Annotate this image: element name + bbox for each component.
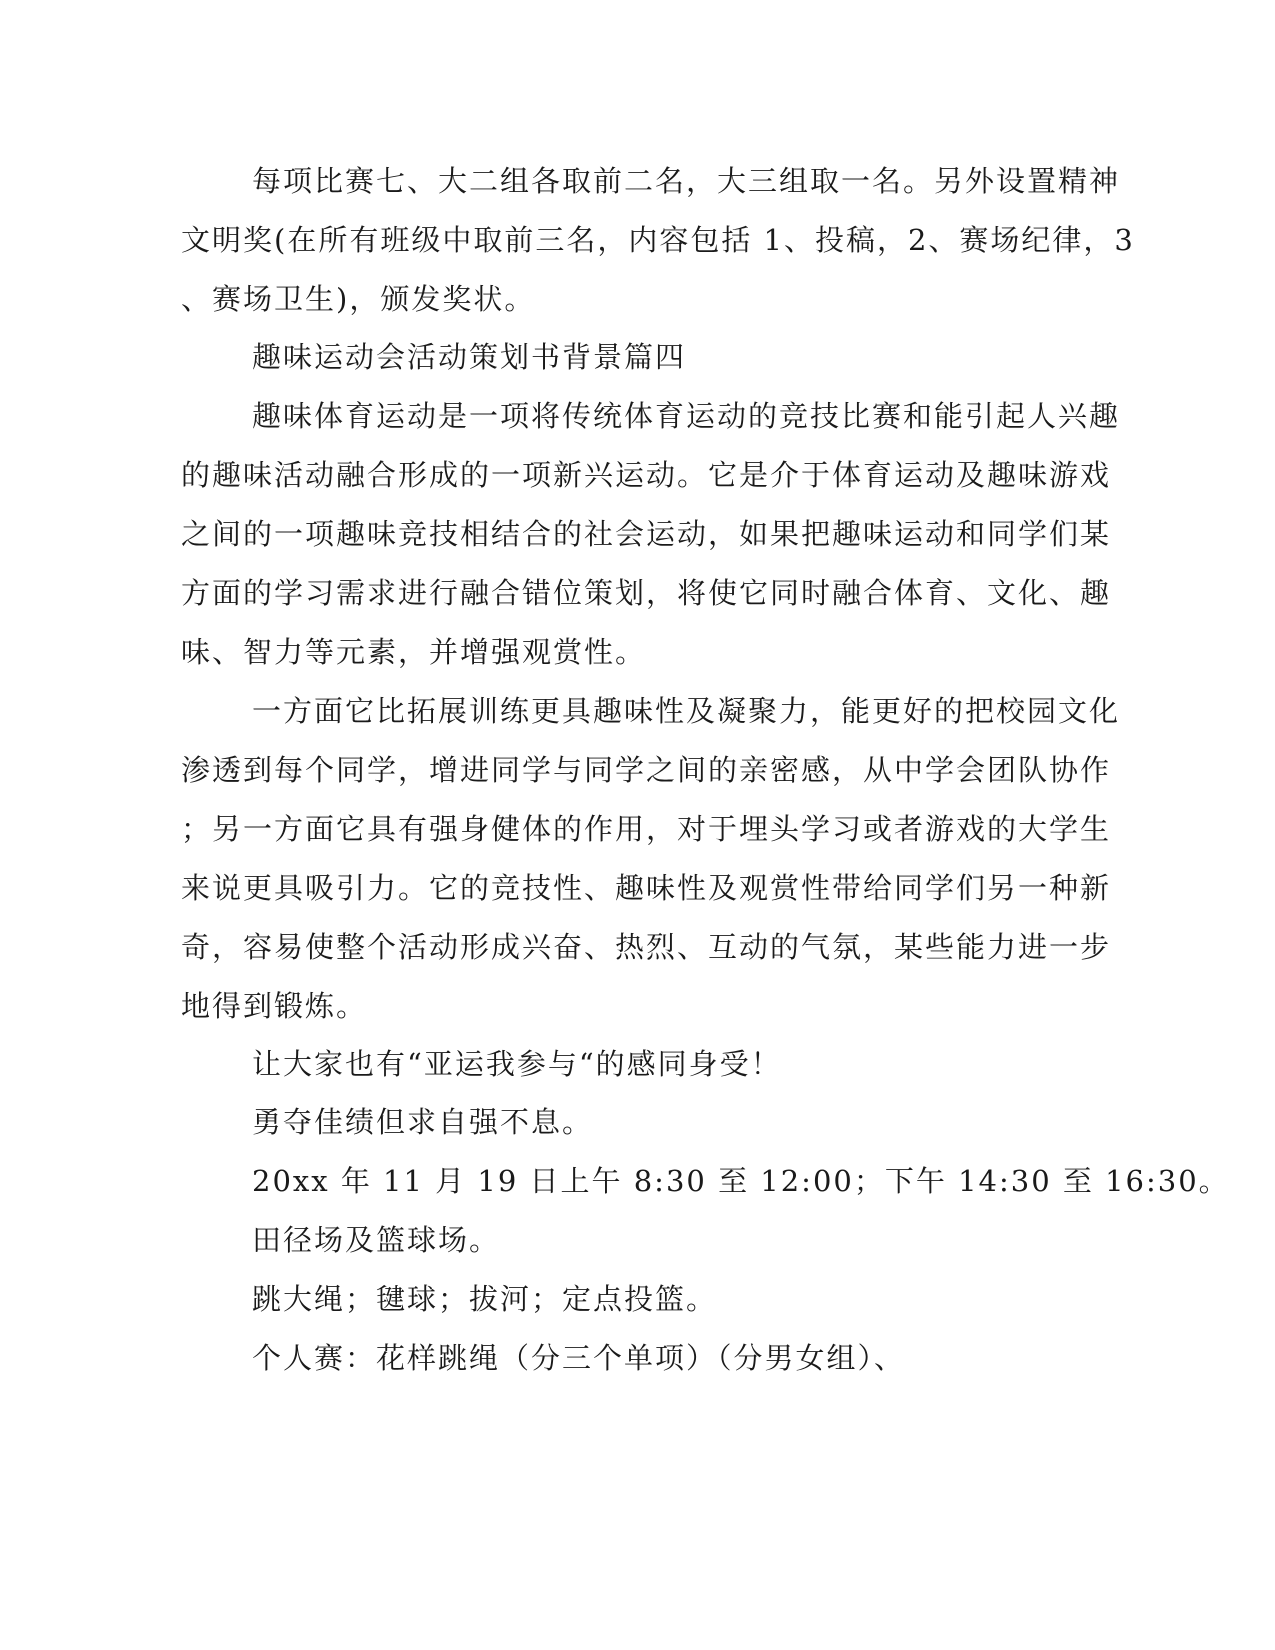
section-heading: 趣味运动会活动策划书背景篇四 (252, 340, 687, 374)
slogan-line: 让大家也有“亚运我参与“的感同身受！ (252, 1047, 782, 1081)
paragraph-intro-line-3: 之间的一项趣味竞技相结合的社会运动，如果把趣味运动和同学们某 (181, 517, 1112, 551)
paragraph-intro-line-2: 的趣味活动融合形成的一项新兴运动。它是介于体育运动及趣味游戏 (181, 458, 1112, 492)
individual-events-line: 个人赛：花样跳绳（分三个单项）（分男女组）、 (252, 1341, 906, 1375)
event-venue-line: 田径场及篮球场。 (252, 1223, 501, 1257)
paragraph-benefits-line-2: 渗透到每个同学，增进同学与同学之间的亲密感，从中学会团队协作 (181, 753, 1112, 787)
paragraph-benefits-line-6: 地得到锻炼。 (181, 989, 368, 1023)
paragraph-intro-line-1: 趣味体育运动是一项将传统体育运动的竞技比赛和能引起人兴趣 (252, 399, 1121, 433)
paragraph-intro-line-5: 味、智力等元素，并增强观赏性。 (181, 635, 647, 669)
team-events-line: 跳大绳；毽球；拔河；定点投篮。 (252, 1282, 718, 1316)
paragraph-intro-line-4: 方面的学习需求进行融合错位策划，将使它同时融合体育、文化、趣 (181, 576, 1112, 610)
paragraph-benefits-line-3: ；另一方面它具有强身健体的作用，对于埋头学习或者游戏的大学生 (181, 812, 1112, 846)
paragraph-benefits-line-5: 奇，容易使整个活动形成兴奋、热烈、互动的气氛，某些能力进一步 (181, 930, 1112, 964)
paragraph-awards-line-1: 每项比赛七、大二组各取前二名，大三组取一名。另外设置精神 (252, 164, 1121, 198)
motto-line: 勇夺佳绩但求自强不息。 (252, 1105, 594, 1139)
event-time-line: 20xx 年 11 月 19 日上午 8:30 至 12:00；下午 14:30 至 16:30。 (252, 1164, 1230, 1198)
paragraph-awards-line-3: 、赛场卫生)，颁发奖状。 (181, 282, 536, 316)
paragraph-benefits-line-4: 来说更具吸引力。它的竞技性、趣味性及观赏性带给同学们另一种新 (181, 871, 1112, 905)
paragraph-benefits-line-1: 一方面它比拓展训练更具趣味性及凝聚力，能更好的把校园文化 (252, 694, 1121, 728)
paragraph-awards-line-2: 文明奖(在所有班级中取前三名，内容包括 1、投稿，2、赛场纪律，3 (181, 223, 1135, 257)
